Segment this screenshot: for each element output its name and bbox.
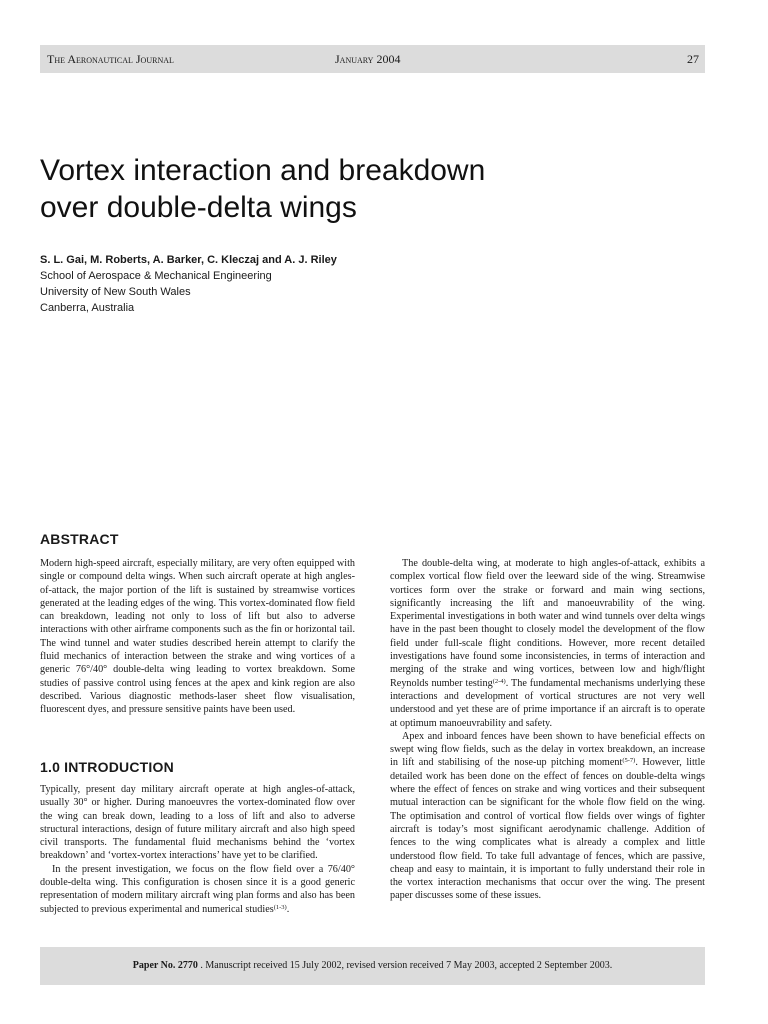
citation-ref: (2-4) — [492, 677, 506, 685]
intro-p2-text: In the present investigation, we focus on the flow field over a 76/40° double-delta wing. This configuration is chosen since it is a good generic representation of modern military aircraft wing plan forms and also has been subjected to previous experimental and numerical studies — [40, 863, 355, 915]
citation-ref: (5-7) — [622, 757, 636, 765]
right-p2-text-a: Apex and inboard fences have been shown to have beneficial effects on swept wing flow fields, such as the delay in vortex breakdown, an increase in lift and stabilising of the nose-up pitching moment — [390, 730, 705, 769]
manuscript-dates: . Manuscript received 15 July 2002, revised version received 7 May 2003, accepted 2 September 2003. — [197, 960, 613, 971]
right-p2-text-b: . However, little detailed work has been done on the effect of fences on double-delta wings where the effect of fences on strake and wing vortices and their subsequent mutual interaction can be significant for the whole flow field on the wing. The optimisation and control of vortical flow fields over wings of fighter aircraft is today’s most significant aerodynamic challenge. Addition of fences to the wing complicates what is already a complex and little understood flow field. To take full advantage of fences, which are passive, cheap and easy to maintain, it is important to fully understand their role in the vortex interaction mechanisms that occur over the wing. The present paper discusses some of these issues. — [390, 757, 705, 902]
abstract-text: Modern high-speed aircraft, especially military, are very often equipped with single or compound delta wings. When such aircraft operate at high angles-of-attack, the major portion of the lift is sustained by streamwise vortices generated at the leading edges of the wing. This vortex-dominated flow field can breakdown, leading not only to loss of lift but also to adverse interactions with other airframe components such as the fin or horizontal tail. The wind tunnel and water studies described herein attempt to clarify the fluid mechanics of interaction between the strake and wing vortices of a generic 76°/40° double-delta wing leading to vortex breakdown. Some studies of passive control using fences at the apex and kink region are also described. Various diagnostic methods-laser sheet flow visualisation, fluorescent dyes, and pressure sensitive paints have been used. — [40, 558, 355, 716]
intro-paragraph-1: Typically, present day military aircraft operate at high angles-of-attack, usually 30° or higher. During manoeuvres the vortex-dominated flow over the wing can break down, leading to a loss of lift and also to adverse structural interactions, design of future military aircraft and also high speed civil transports. The fundamental fluid mechanisms behind the ‘vortex breakdown’ and ‘vortex-vortex interactions’ have yet to be clarified. — [40, 784, 355, 862]
affiliation-location: Canberra, Australia — [40, 302, 135, 314]
paper-title — [40, 152, 600, 226]
title-line-1: Vortex interaction and breakdown — [40, 154, 486, 187]
manuscript-footer — [40, 947, 705, 985]
page-number: 27 — [687, 52, 699, 66]
paper-number: Paper No. 2770 — [132, 960, 198, 971]
right-p1-text-b: . The fundamental mechanisms underlying these interactions and development of vortical structures are not very well understood and yet these are of prime importance if an aircraft is to operate at optimum manoeuvrability and safety. — [390, 677, 705, 729]
right-paragraph-1 — [390, 557, 705, 730]
abstract-body — [40, 557, 355, 717]
abstract-heading: ABSTRACT — [40, 531, 119, 547]
title-line-2: over double-delta wings — [40, 191, 357, 224]
journal-name: The Aeronautical Journal — [47, 52, 174, 66]
affiliation-school: School of Aerospace & Mechanical Engineering — [40, 270, 272, 282]
author-block — [40, 252, 337, 316]
citation-ref: (1-3) — [273, 903, 287, 911]
intro-paragraph-2 — [40, 863, 355, 916]
issue-date: January 2004 — [335, 52, 401, 66]
introduction-body — [40, 783, 355, 916]
right-p1-text-a: The double-delta wing, at moderate to high angles-of-attack, exhibits a complex vortical flow field over the leeward side of the wing. Streamwise vortices form over the strake or forward and main wing sections, significantly increasing the lift and manoeuvrability of the wing. Experimental investigations in both water and wind tunnels over delta wings have in the past been thought to closely model the development of the flow field under full-scale flight conditions. However, more recent detailed investigations have found some inconsistencies, in terms of interaction and merging of the strake and wing vortices, between low and high/flight Reynolds number testing — [390, 558, 705, 689]
intro-p2-end: . — [286, 903, 290, 915]
right-column-body — [390, 557, 705, 903]
right-paragraph-2 — [390, 730, 705, 903]
running-header — [40, 45, 705, 73]
affiliation-university: University of New South Wales — [40, 286, 191, 298]
author-names: S. L. Gai, M. Roberts, A. Barker, C. Kleczaj and A. J. Riley — [40, 254, 337, 266]
introduction-heading: 1.0 INTRODUCTION — [40, 759, 174, 775]
